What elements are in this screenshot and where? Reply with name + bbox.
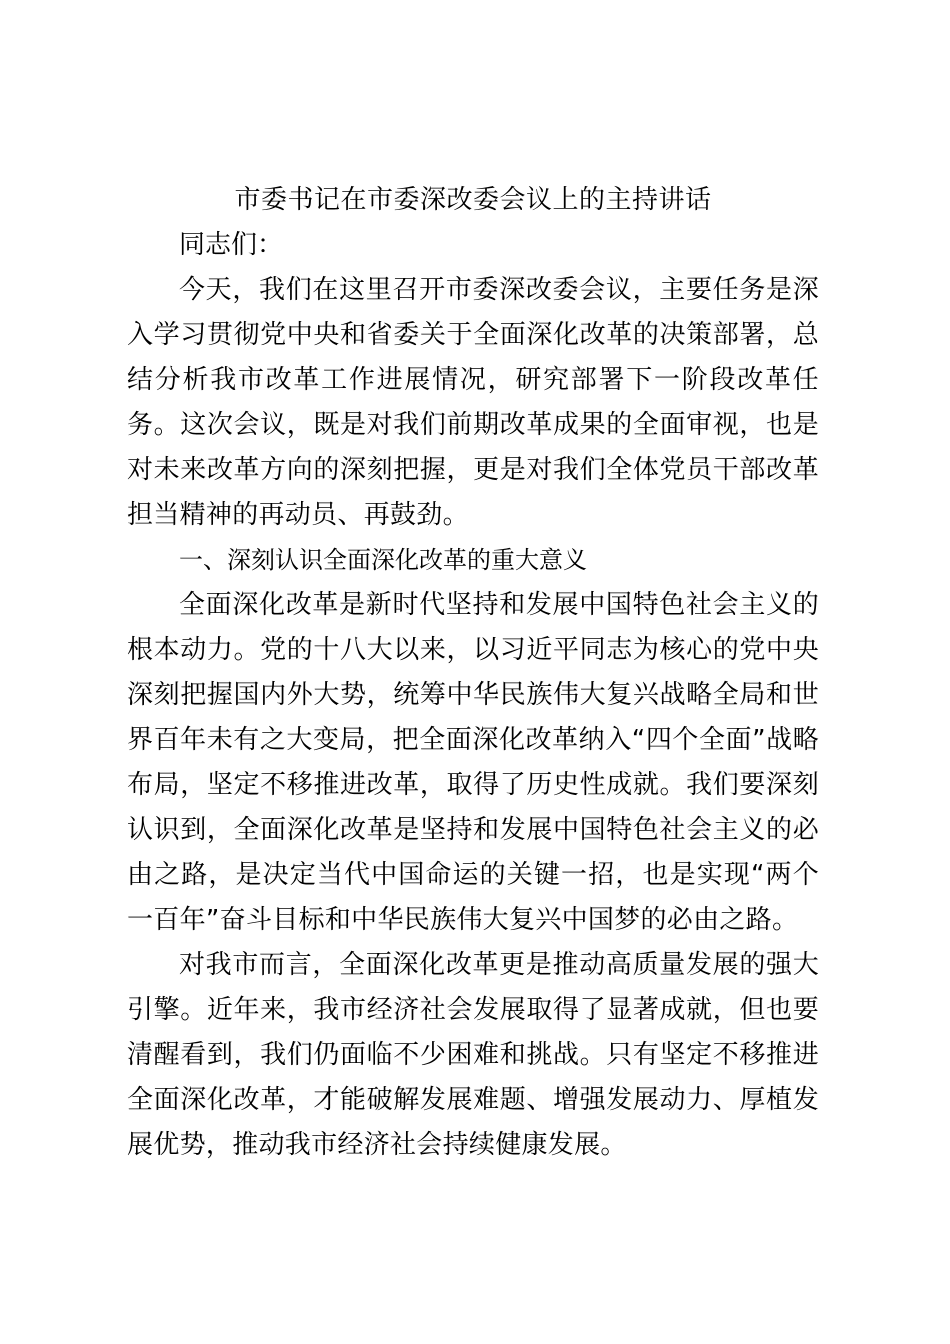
section-paragraph-2: 对我市而言，全面深化改革更是推动高质量发展的强大引擎。近年来，我市经济社会发展取得了显著成就，但也要清醒看到，我们仍面临不少困难和挑战。只有坚定不移推进全面深化改革，才能破解发展难题、增强发展动力、厚植发展优势，推动我市经济社会持续健康发展。 bbox=[127, 950, 819, 1160]
salutation: 同志们： bbox=[179, 230, 284, 260]
section-heading: 一、深刻认识全面深化改革的重大意义 bbox=[179, 546, 587, 574]
document-body bbox=[127, 178, 819, 1168]
opening-paragraph: 今天，我们在这里召开市委深改委会议，主要任务是深入学习贯彻党中央和省委关于全面深化改革的决策部署，总结分析我市改革工作进展情况，研究部署下一阶段改革任务。这次会议，既是对我们前期改革成果的全面审视，也是对未来改革方向的深刻把握，更是对我们全体党员干部改革担当精神的再动员、再鼓劲。 bbox=[127, 275, 819, 530]
section-paragraph-1: 全面深化改革是新时代坚持和发展中国特色社会主义的根本动力。党的十八大以来，以习近平同志为核心的党中央深刻把握国内外大势，统筹中华民族伟大复兴战略全局和世界百年未有之大变局，把全面深化改革纳入“四个全面”战略布局，坚定不移推进改革，取得了历史性成就。我们要深刻认识到，全面深化改革是坚持和发展中国特色社会主义的必由之路，是决定当代中国命运的关键一招，也是实现“两个一百年”奋斗目标和中华民族伟大复兴中国梦的必由之路。 bbox=[127, 590, 819, 935]
document-title: 市委书记在市委深改委会议上的主持讲话 bbox=[234, 185, 712, 215]
